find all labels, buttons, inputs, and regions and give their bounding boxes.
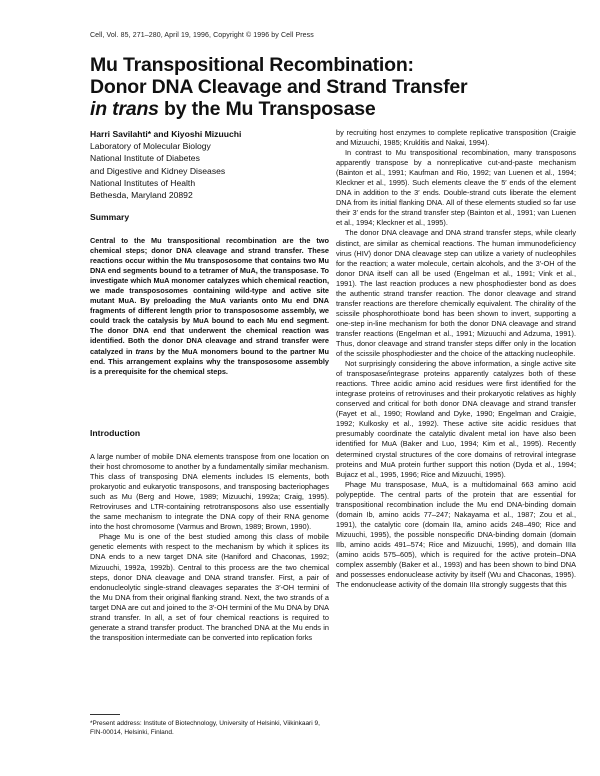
affiliation-line: Bethesda, Maryland 20892 [90,190,193,201]
body-paragraph: Phage Mu transposase, MuA, is a multidomainal 663 amino acid polypeptide. The central parts of the protein that are essential for transpositional recombination include the Mu end DNA-binding domain (domain Ib, amino acids 77–247; Nakayama et al., 1987; Zou et al., 1991), the catalytic core (domain IIa, amino acids 248–490; Rice and Mizuuchi, 1995), the possible nonspecific DNA-binding domain (domain IIb, amino acids 491–574; Rice and Mizuuchi, 1995), and domain IIIa (amino acids 575–605), which is required for the active protein–DNA complex assembly (Baker et al., 1993) and has been shown to bind DNA and possesses endonuclease activity by itself (Wu and Chaconas, 1995). The endonuclease activity of the domain IIIa strongly suggests that this [336,479,576,590]
introduction-heading: Introduction [90,428,141,438]
body-paragraph: In contrast to Mu transpositional recombination, many transposons apparently transpose by a nonreplicative cut-and-paste mechanism (Bainton et al., 1991; Kaufman and Rio, 1992; van Luenen et al., 1994; Kleckner et al., 1995). Such elements cleave the 5′ ends of the element DNA in addition to the 3′ ends. Double-strand cuts liberate the element DNA from its initial flanking DNA. All of these elements studied so far use their 3′ ends for the strand transfer step (Bainton et al., 1991; van Luenen et al., 1994; Kleckner et al., 1995). [336,148,576,228]
title-line-1: Mu Transpositional Recombination: [90,54,414,76]
title-line-3 [90,98,530,120]
summary-heading: Summary [90,212,130,222]
right-column-body [336,128,576,590]
author-names: Harri Savilahti* and Kiyoshi Mizuuchi [90,129,242,139]
body-paragraph: Not surprisingly considering the above information, a single active site of transposase/integrase proteins apparently catalyzes both of these reactions. Three acidic amino acid residues were first identified for the integrase proteins of retroviruses and their prokaryotic relatives as highly conserved and critical for both donor DNA cleavage and strand transfer (Fayet et al., 1990; Rowland and Dyke, 1990; Engelman and Craigie, 1992; Kulkosky et al., 1992). These active site acidic residues that presumably coordinate the catalytic divalent metal ion have also been identified for MuA (Baker and Luo, 1994; Kim et al., 1995). Recently determined crystal structures of the core domains of retroviral integrase proteins and MuA protein further support this notion (Dyda et al., 1994; Bujacz et al., 1995, 1996; Rice and Mizuuchi, 1995). [336,359,576,479]
journal-citation: Cell, Vol. 85, 271–280, April 19, 1996, Copyright © 1996 by Cell Press [90,32,314,39]
footnote: *Present address: Institute of Biotechnology, University of Helsinki, Viikinkaari 9, FIN-00014, Helsinki, Finland. [90,720,320,736]
summary-italic-word: trans [135,346,154,356]
summary-text-pre: Central to the Mu transpositional recombination are the two chemical steps; donor DNA cleavage and strand transfer. These reactions occur within the Mu transpososome that contains two Mu DNA end segments bound to a tetramer of MuA, the transposase. To investigate which MuA monomer catalyzes which chemical reaction, we made transpososomes containing wild-type and active site mutant MuA. By preloading the MuA variants onto Mu end DNA fragments of different length prior to transpososome assembly, we could track the catalysis by MuA bound to each Mu end segment. The donor DNA end that underwent the chemical reaction was identified. Both the donor DNA cleavage and strand transfer were catalyzed in [90,236,329,356]
affiliation-line: and Digestive and Kidney Diseases [90,165,226,176]
body-paragraph: by recruiting host enzymes to complete replicative transposition (Craigie and Mizuuchi, 1985; Kruklitis and Nakai, 1994). [336,128,576,148]
affiliation-line: National Institute of Diabetes [90,153,200,164]
body-paragraph: A large number of mobile DNA elements transpose from one location on their host chromosome to another by a fundamentally similar mechanism. This class of transposing DNA elements includes IS elements, both prokaryotic and eukaryotic transposons, and transposing bacteriophages such as Mu (Berg and Howe, 1989; Mizuuchi, 1992a; Craig, 1995). Retroviruses and LTR-containing retrotransposons also use essentially the same mechanism to integrate the DNA copy of their RNA genome into the host chromosome (Varmus and Brown, 1989; Brown, 1990). [90,452,329,532]
summary-text [90,236,329,377]
affiliation-line: National Institutes of Health [90,177,196,188]
affiliation-line: Laboratory of Molecular Biology [90,141,211,152]
title-line-3-rest: by the Mu Transposase [158,98,376,120]
title-line-2: Donor DNA Cleavage and Strand Transfer [90,76,468,98]
summary-text-post: by the MuA monomers bound to the partner Mu end. This arrangement explains why the transpososome assembly is a prerequisite for the chemical steps. [90,346,329,376]
body-paragraph: The donor DNA cleavage and DNA strand transfer steps, while clearly distinct, are similar as chemical reactions. The human immunodeficiency virus (HIV) donor DNA cleavage step can utilize a variety of nucleophiles for the reaction; a water molecule, certain alcohols, and the 3′-OH of the donor DNA itself can all be used (Engelman et al., 1991; Vink et al., 1991). The last reaction produces a new phosphodiester bond as does the authentic strand transfer reaction. The donor cleavage and strand transfer reactions are therefore chemically equivalent. The chirality of the scissile phosphorothioate bond has been shown to invert, supporting a one-step in-line mechanism for both the donor DNA cleavage and strand transfer reactions (Engelman et al., 1991; Mizuuchi and Adzuma, 1991). Thus, donor cleavage and strand transfer steps differ only in the location of the scissile phosphodiester and the choice of the attacking nucleophile. [336,228,576,359]
introduction-body [90,452,329,643]
author-block [90,128,330,201]
article-title [90,54,530,120]
footnote-divider [90,714,120,715]
title-italic-phrase: in trans [90,98,159,120]
body-paragraph: Phage Mu is one of the best studied among this class of mobile genetic elements with respect to the mechanism by which it splices its DNA ends to a new target DNA site (Haniford and Chaconas, 1992; Mizuuchi, 1992a, 1992b). Central to this process are the two chemical steps, donor DNA cleavage and DNA strand transfer. First, a pair of endonucleolytic single-strand cleavages separates the 3′-OH termini of the Mu DNA from their original flanking strand. Next, the two strands of a target DNA are cut and joined to the 3′-OH termini of the Mu DNA by DNA strand transfer. In all, a set of four chemical reactions is required to generate a strand transfer product. The branched DNA at the Mu ends in the transposition intermediate can be converted into replication forks [90,532,329,642]
